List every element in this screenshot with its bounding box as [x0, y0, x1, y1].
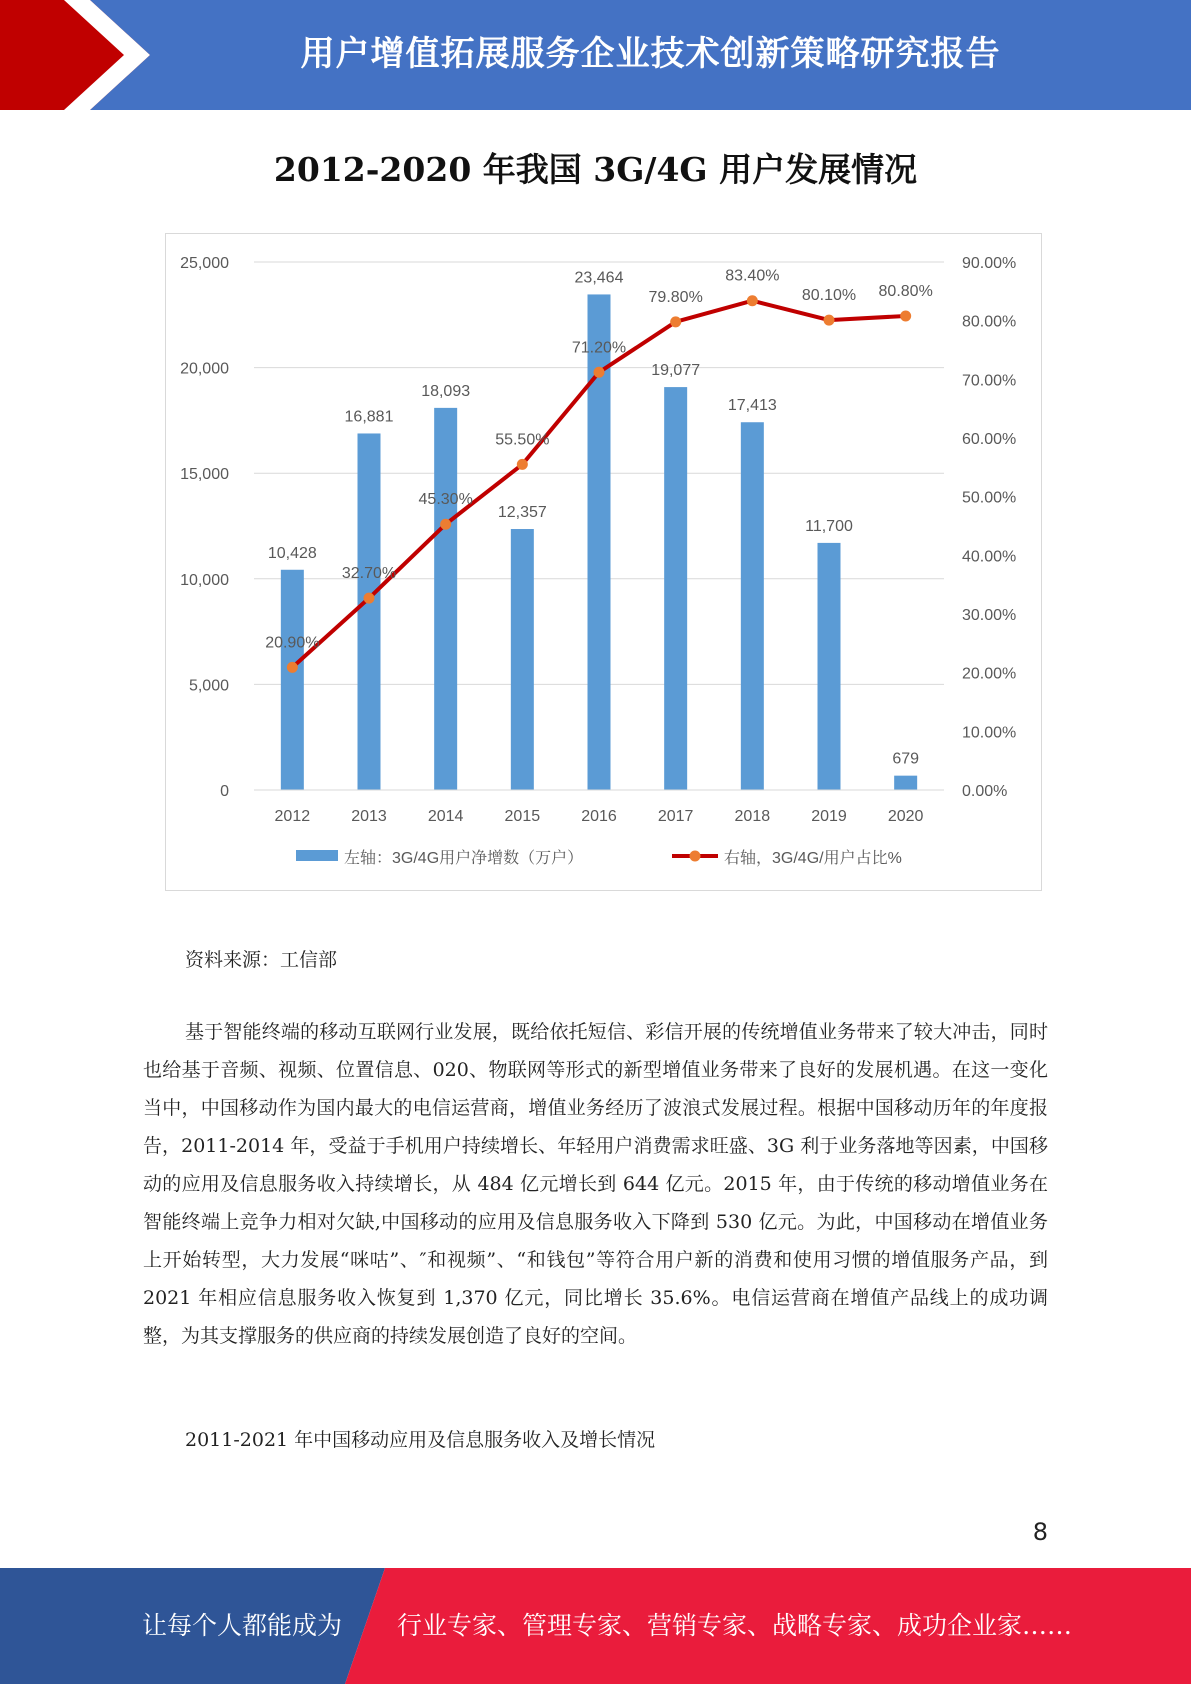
share-value-label: 55.50%	[495, 431, 550, 449]
page-header	[0, 0, 1191, 110]
share-value-label: 20.90%	[265, 634, 320, 652]
y-left-tick-label: 20,000	[180, 360, 229, 378]
x-tick-label: 2018	[734, 808, 771, 825]
share-point	[900, 310, 911, 321]
y-right-tick-label: 20.00%	[962, 665, 1017, 683]
share-point	[594, 367, 605, 378]
share-value-label: 83.40%	[725, 267, 780, 285]
x-tick-label: 2013	[351, 808, 387, 825]
x-tick-label: 2020	[887, 808, 924, 825]
footer-slogan-left: 让每个人都能成为	[142, 1611, 343, 1640]
y-right-tick-label: 90.00%	[962, 255, 1017, 272]
bar	[664, 387, 687, 790]
x-tick-label: 2017	[657, 808, 694, 825]
share-value-label: 79.80%	[648, 288, 703, 306]
x-tick-label: 2016	[581, 808, 617, 825]
y-right-tick-label: 50.00%	[962, 489, 1017, 507]
bar-value-label: 10,428	[267, 544, 317, 562]
y-left-tick-label: 25,000	[180, 255, 229, 272]
bar	[741, 422, 764, 790]
bar-value-label: 679	[892, 750, 920, 768]
combo-chart	[166, 234, 1041, 890]
body-paragraph: 基于智能终端的移动互联网行业发展，既给依托短信、彩信开展的传统增值业务带来了较大冲击，同时也给基于音频、视频、位置信息、020、物联网等形式的新型增值业务带来了良好的发展机遇。在这一变化当中，中国移动作为国内最大的电信运营商，增值业务经历了波浪式发展过程。根据中国移动历年的年度报告，2011-2014 年，受益于手机用户持续增长、年轻用户消费需求旺盛、3G 利于业务落地等因素，中国移动的应用及信息服务收入持续增长，从 484 亿元增长到 644 亿元。2015 年，由于传统的移动增值业务在智能终端上竞争力相对欠缺,中国移动的应用及信息服务收入下降到 530 亿元。为此，中国移动在增值业务上开始转型，大力发展“咪咕”、″和视频”、“和钱包”等符合用户新的消费和使用习惯的增值服务产品，到 2021 年相应信息服务收入恢复到 1,370 亿元，同比增长 35.6%。电信运营商在增值产品线上的成功调整，为其支撑服务的供应商的持续发展创造了良好的空间。	[143, 1021, 1048, 1347]
bar-value-label: 19,077	[651, 362, 701, 380]
bar-value-label: 17,413	[727, 397, 777, 415]
y-left-tick-label: 5,000	[188, 677, 229, 695]
share-value-label: 80.10%	[801, 287, 857, 305]
share-point	[517, 459, 528, 470]
x-tick-label: 2012	[274, 808, 311, 825]
share-point	[440, 519, 451, 530]
y-right-tick-label: 70.00%	[962, 372, 1017, 390]
y-right-tick-label: 60.00%	[962, 431, 1017, 448]
x-tick-label: 2019	[811, 808, 847, 825]
bar	[434, 408, 457, 790]
y-right-tick-label: 0.00%	[962, 783, 1008, 800]
page-number: 8	[1032, 1518, 1048, 1546]
share-value-label: 32.70%	[341, 565, 397, 583]
bar	[281, 570, 304, 790]
legend-line-marker	[690, 851, 701, 862]
y-left-tick-label: 15,000	[180, 466, 229, 484]
bar-value-label: 23,464	[574, 269, 624, 287]
source-note: 资料来源：工信部	[185, 949, 338, 971]
footer-slogan-right: 行业专家、管理专家、营销专家、战略专家、成功企业家……	[397, 1611, 1073, 1640]
table-caption: 2011-2021 年中国移动应用及信息服务收入及增长情况	[185, 1429, 656, 1451]
bar-value-label: 12,357	[497, 504, 547, 522]
bar	[358, 433, 381, 790]
bar	[511, 529, 534, 790]
y-right-tick-label: 40.00%	[962, 548, 1017, 566]
share-point	[364, 593, 375, 604]
bar	[818, 543, 841, 790]
y-right-tick-label: 30.00%	[962, 607, 1017, 624]
legend-bar-label: 左轴：3G/4G用户净增数（万户）	[344, 850, 584, 867]
bar-value-label: 18,093	[421, 382, 471, 400]
header-chevron-decoration	[0, 0, 160, 110]
share-point	[287, 662, 298, 673]
bar-value-label: 11,700	[805, 517, 853, 535]
share-point	[670, 316, 681, 327]
share-value-label: 71.20%	[571, 339, 627, 357]
bar	[894, 776, 917, 790]
y-left-tick-label: 0	[220, 783, 229, 800]
share-point	[824, 315, 835, 326]
legend-bar-swatch	[296, 850, 338, 861]
x-tick-label: 2014	[427, 808, 464, 825]
share-value-label: 45.30%	[418, 491, 473, 509]
report-title: 用户增值拓展服务企业技术创新策略研究报告	[300, 34, 1001, 74]
x-tick-label: 2015	[504, 808, 541, 825]
share-value-label: 80.80%	[878, 282, 933, 300]
page-footer	[0, 1568, 1191, 1684]
legend-line-label: 右轴，3G/4G/用户占比%	[724, 850, 902, 867]
bar-value-label: 16,881	[344, 408, 394, 426]
y-right-tick-label: 10.00%	[962, 724, 1017, 742]
share-point	[747, 295, 758, 306]
chart-frame	[165, 233, 1042, 891]
y-right-tick-label: 80.00%	[962, 313, 1017, 331]
y-left-tick-label: 10,000	[180, 571, 229, 589]
chart-title: 2012-2020 年我国 3G/4G 用户发展情况	[273, 150, 918, 189]
